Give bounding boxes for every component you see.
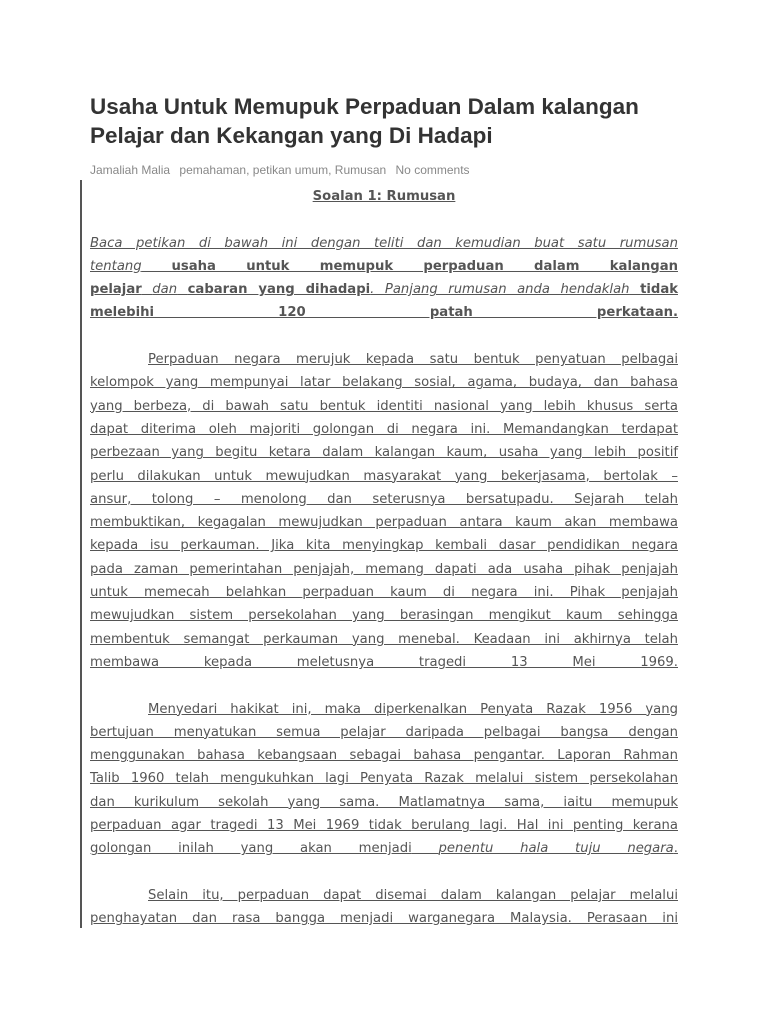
- page-title: Usaha Untuk Memupuk Perpaduan Dalam kalangan Pelajar dan Kekangan yang Di Hadapi: [90, 94, 639, 148]
- paragraph-line: bertujuan menyatukan semua pelajar daripada pelbagai bangsa dengan: [90, 724, 678, 740]
- post-body: [90, 185, 678, 931]
- paragraph-line: membuktikan, kegagalan mewujudkan perpaduan antara kaum akan membawa: [90, 515, 678, 531]
- instruction-line: melebihi 120 patah perkataan.: [90, 305, 678, 321]
- instruction-line: tentang usaha untuk memupuk perpaduan dalam kalangan: [90, 258, 678, 274]
- paragraph-line: penghayatan dan rasa bangga menjadi warganegara Malaysia. Perasaan ini: [90, 911, 678, 927]
- paragraph-line: Talib 1960 telah mengukuhkan lagi Penyata Razak melalui sistem persekolahan: [90, 771, 678, 787]
- paragraph-line: mewujudkan sistem persekolahan yang berasingan mengikut kaum sehingga: [90, 608, 678, 624]
- paragraph-line: kepada isu perkauman. Jika kita menyingkap kembali dasar pendidikan negara: [90, 538, 678, 554]
- paragraph-line: membawa kepada meletusnya tragedi 13 Mei 1969.: [90, 654, 678, 670]
- paragraph-line: pada zaman pemerintahan penjajah, memang dapati ada usaha pihak penjajah: [90, 561, 678, 577]
- paragraph-line: Perpaduan negara merujuk kepada satu bentuk penyatuan pelbagai: [148, 352, 678, 368]
- paragraph-line: yang berbeza, di bawah satu bentuk identiti nasional yang lebih khusus serta: [90, 398, 678, 414]
- paragraph-line: perlu dilakukan untuk mewujudkan masyarakat yang bekerjasama, bertolak –: [90, 468, 678, 484]
- post-meta: [90, 163, 476, 177]
- section-heading: Soalan 1: Rumusan: [312, 189, 456, 204]
- post-left-border: [80, 180, 82, 928]
- paragraph-line: untuk memecah belahkan perpaduan kaum di negara ini. Pihak penjajah: [90, 585, 678, 601]
- author-link[interactable]: Jamaliah Malia: [90, 163, 171, 177]
- paragraph-line: dan kurikulum sekolah yang sama. Matlamatnya sama, iaitu memupuk: [90, 794, 678, 810]
- paragraph-line: ansur, tolong – menolong dan seterusnya bersatupadu. Sejarah telah: [90, 491, 678, 507]
- paragraph-line: Selain itu, perpaduan dapat disemai dalam kalangan pelajar melalui: [148, 887, 678, 903]
- instruction-line: pelajar dan cabaran yang dihadapi. Panjang rumusan anda hendaklah tidak: [90, 282, 678, 298]
- instruction-line: Baca petikan di bawah ini dengan teliti dan kemudian buat satu rumusan: [90, 235, 678, 251]
- paragraph-2: [90, 698, 678, 861]
- paragraph-line: kelompok yang mempunyai latar belakang sosial, agama, budaya, dan bahasa: [90, 375, 678, 391]
- labels-links[interactable]: pemahaman, petikan umum, Rumusan: [179, 163, 387, 177]
- paragraph-3: [90, 884, 678, 931]
- paragraph-line: Menyedari hakikat ini, maka diperkenalkan Penyata Razak 1956 yang: [148, 701, 678, 717]
- paragraph-line: perpaduan agar tragedi 13 Mei 1969 tidak berulang lagi. Hal ini penting kerana: [90, 818, 678, 834]
- comments-link[interactable]: No comments: [395, 163, 470, 177]
- paragraph-line: perbezaan yang begitu ketara dalam kalangan kaum, usaha yang lebih positif: [90, 445, 678, 461]
- instruction-paragraph: [90, 232, 678, 325]
- paragraph-line: golongan inilah yang akan menjadi penentu hala tuju negara.: [90, 841, 678, 857]
- paragraph-line: menggunakan bahasa kebangsaan sebagai bahasa pengantar. Laporan Rahman: [90, 748, 678, 764]
- paragraph-line: dapat diterima oleh majoriti golongan di negara ini. Memandangkan terdapat: [90, 421, 678, 437]
- paragraph-1: [90, 348, 678, 674]
- paragraph-line: membentuk semangat perkauman yang menebal. Keadaan ini akhirnya telah: [90, 631, 678, 647]
